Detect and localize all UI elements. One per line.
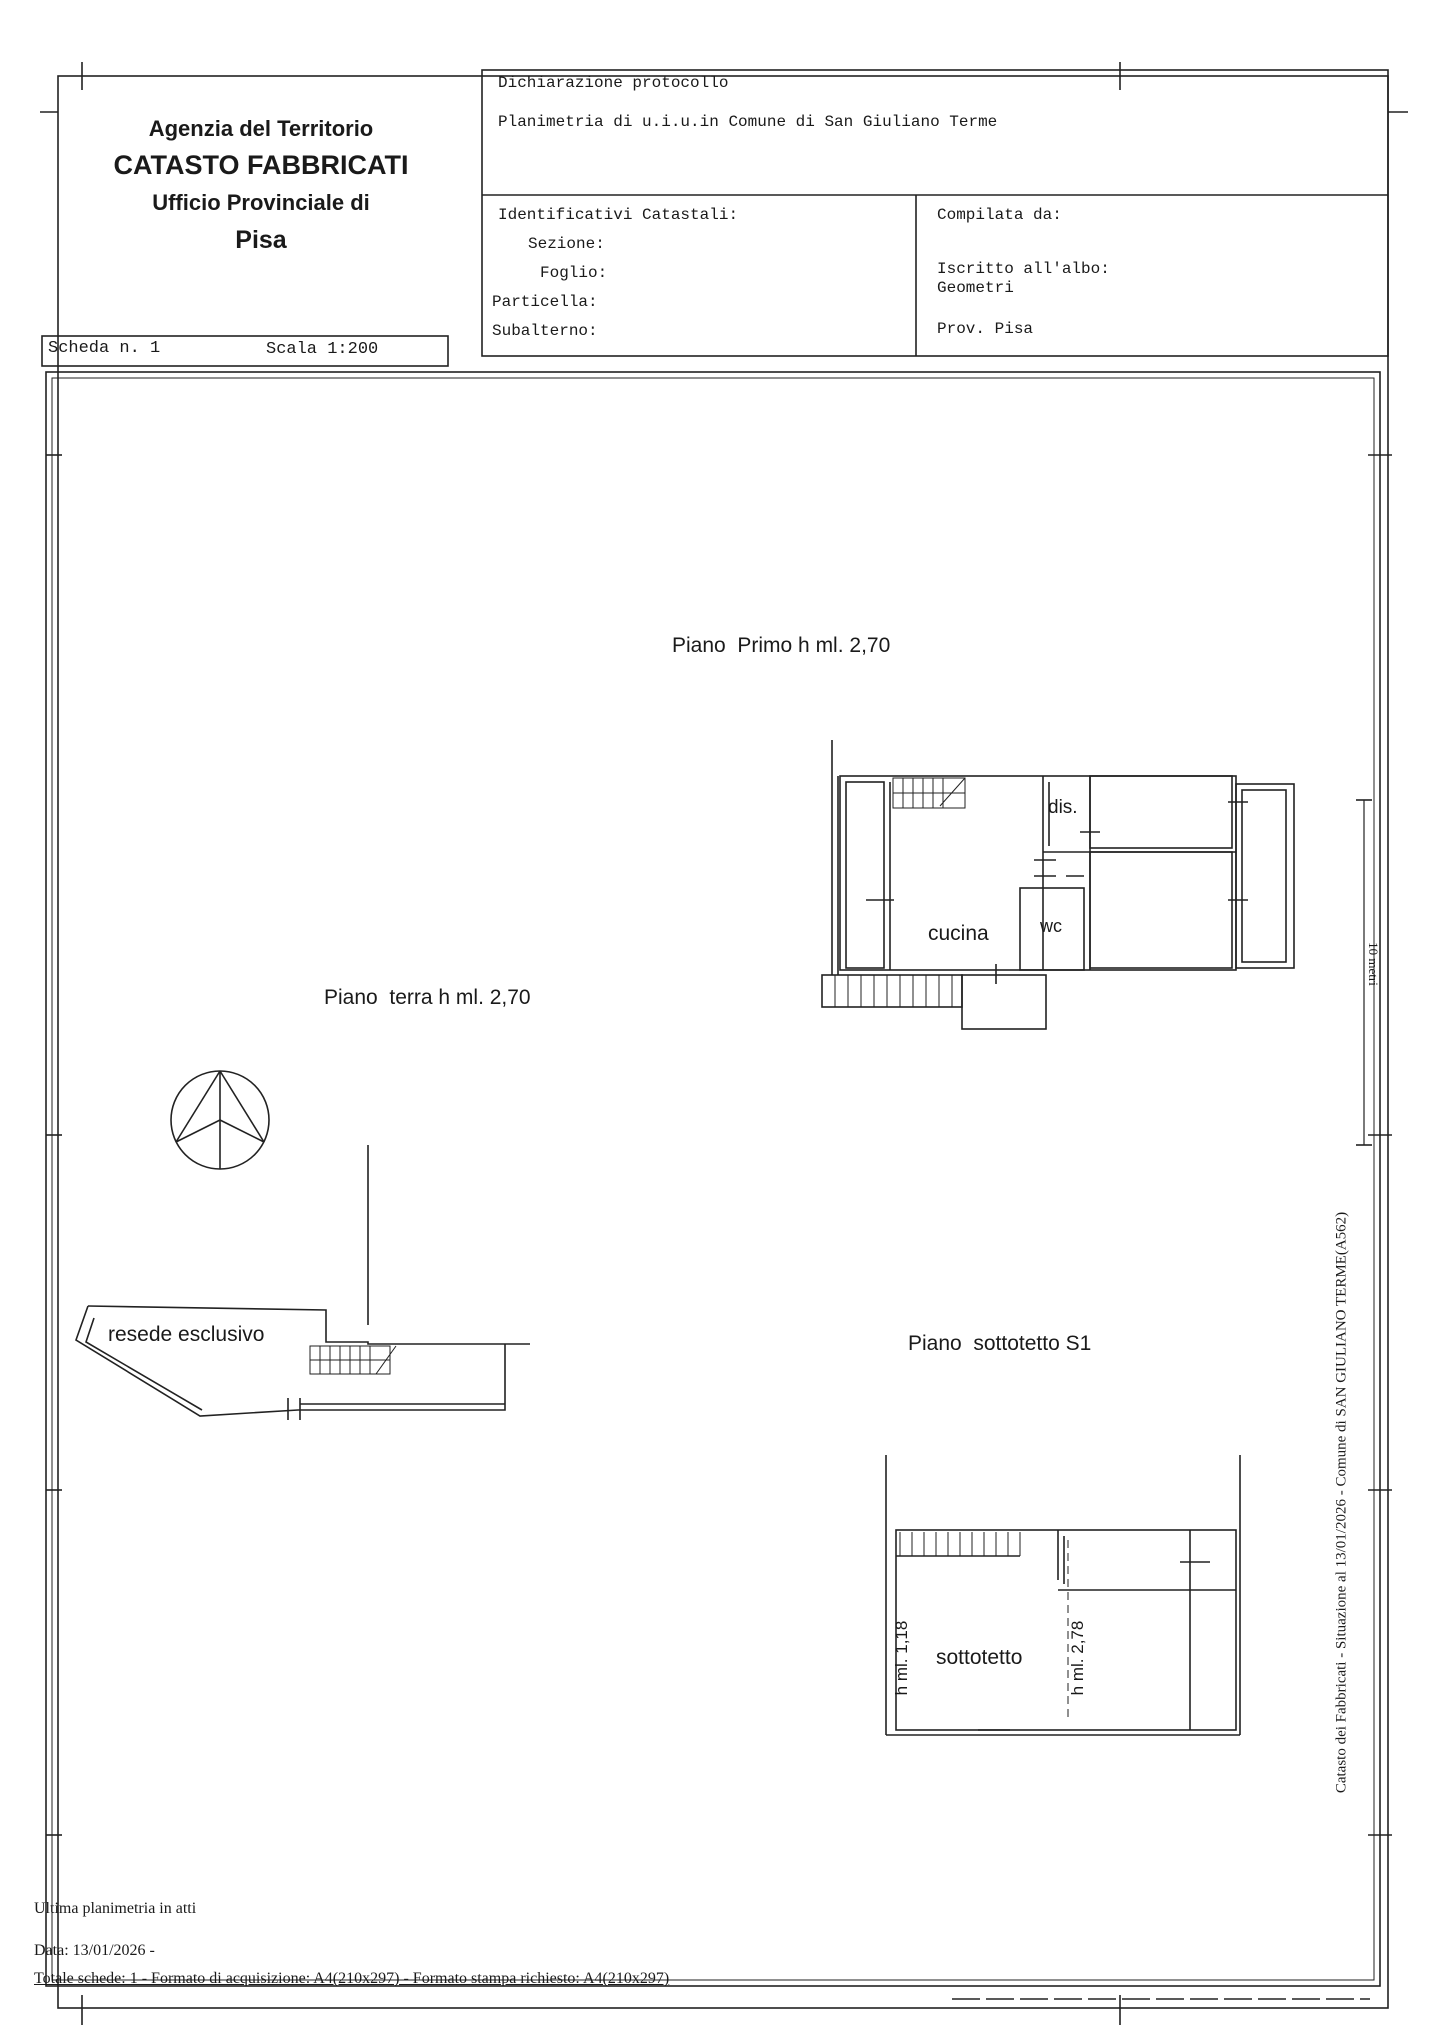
footer-totale: Totale schede: 1 - Formato di acquisizione: A4(210x297) - Formato stampa richiesto: A4(210x297) (34, 1970, 670, 1987)
piano-sottotetto-label: Piano sottotetto S1 (908, 1332, 1092, 1355)
height-low-label: h ml. 1,18 (892, 1620, 911, 1696)
compilata-title: Compilata da: (937, 206, 1062, 224)
iscritto-label: Iscritto all'albo: (937, 260, 1110, 278)
footer-data: Data: 13/01/2026 - (34, 1942, 155, 1959)
scale-bar-label: 10 metri (1366, 942, 1381, 986)
piano-terra-label: Piano terra h ml. 2,70 (324, 986, 531, 1009)
height-high-label: h ml. 2,78 (1068, 1620, 1087, 1696)
wc-label: wc (1040, 916, 1062, 936)
subalterno-label: Subalterno: (492, 322, 598, 340)
provincia-label: Pisa (235, 226, 287, 254)
piano-terra-plan (76, 1145, 530, 1420)
north-arrow (171, 1071, 269, 1169)
particella-label: Particella: (492, 293, 598, 311)
scheda-number: Scheda n. 1 (48, 339, 161, 358)
catasto-title: CATASTO FABBRICATI (113, 150, 409, 180)
ufficio-label: Ufficio Provinciale di (152, 190, 370, 215)
resede-label: resede esclusivo (108, 1323, 265, 1346)
sezione-label: Sezione: (528, 235, 605, 253)
dichiarazione-label: Dichiarazione protocollo (498, 74, 729, 92)
piano-primo-plan (822, 740, 1294, 1029)
scala-value: Scala 1:200 (266, 340, 379, 359)
prov-value: Prov. Pisa (937, 320, 1034, 338)
albo-value: Geometri (937, 279, 1014, 297)
agency-name: Agenzia del Territorio (148, 116, 374, 141)
dis-label: dis. (1048, 797, 1078, 818)
foglio-label: Foglio: (540, 264, 608, 282)
side-note: Catasto dei Fabbricati - Situazione al 13/01/2026 - Comune di SAN GIULIANO TERME(A562) (1333, 1211, 1350, 1794)
identificativi-title: Identificativi Catastali: (498, 206, 739, 224)
piano-sottotetto-plan (886, 1455, 1240, 1735)
footer-ultima: Ultima planimetria in atti (34, 1900, 197, 1917)
planimetria-label: Planimetria di u.i.u.in Comune di San Giuliano Terme (498, 113, 998, 131)
piano-primo-label: Piano Primo h ml. 2,70 (672, 634, 891, 657)
cucina-label: cucina (928, 922, 989, 945)
sottotetto-label: sottotetto (936, 1646, 1023, 1669)
drawing-frame (46, 372, 1380, 1986)
